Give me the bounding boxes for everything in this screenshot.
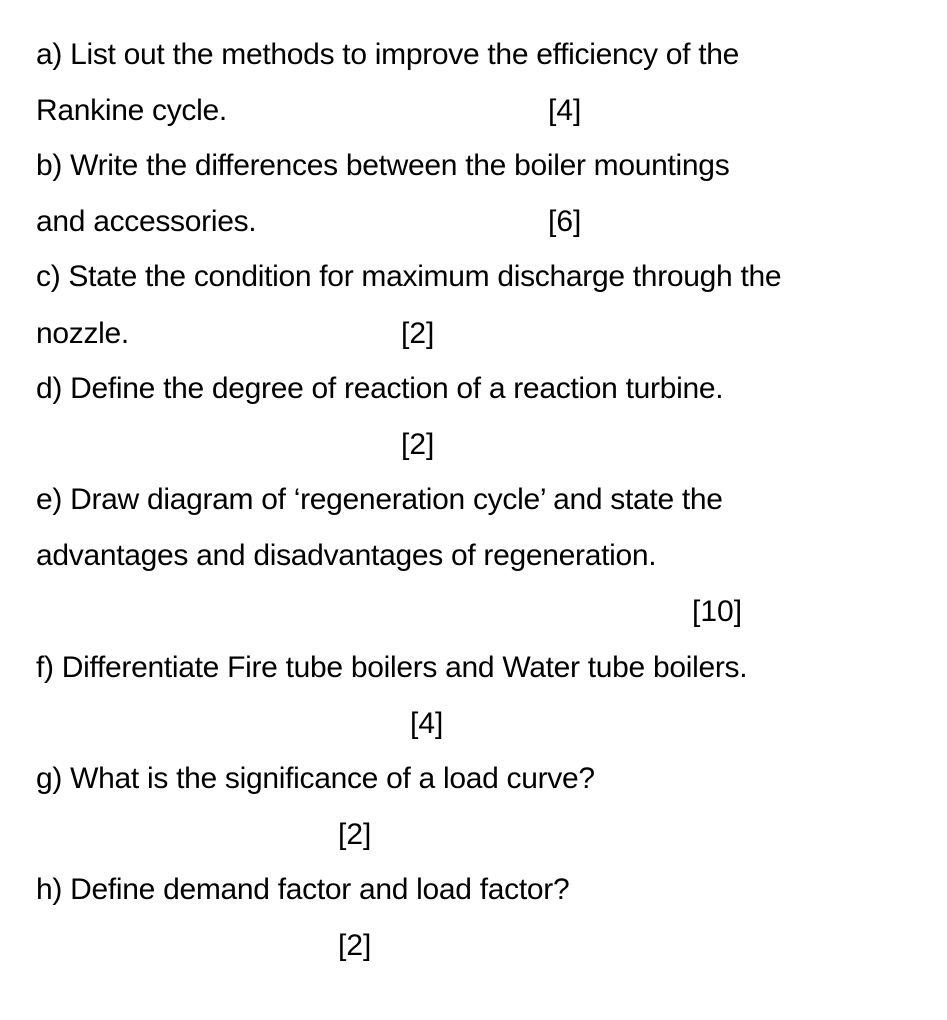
question-e-marks: [10]: [692, 595, 743, 628]
question-g-line1: g) What is the significance of a load curve?: [36, 762, 595, 795]
question-h-line1: h) Define demand factor and load factor?: [36, 873, 570, 906]
question-b-line1: b) Write the differences between the boiler mountings: [36, 149, 730, 182]
question-a-line2: Rankine cycle.: [36, 94, 227, 127]
question-g-marks: [2]: [338, 818, 372, 851]
question-a-line1: a) List out the methods to improve the efficiency of the: [36, 38, 740, 71]
question-b-line2: and accessories.: [36, 205, 257, 238]
question-d-marks: [2]: [401, 428, 435, 461]
question-a-marks: [4]: [548, 94, 582, 127]
question-c-line1: c) State the condition for maximum discharge through the: [36, 260, 782, 293]
question-f-marks: [4]: [410, 707, 444, 740]
question-h-marks: [2]: [338, 929, 372, 962]
question-e-line1: e) Draw diagram of ‘regeneration cycle’ and state the: [36, 483, 723, 516]
question-b-marks: [6]: [548, 205, 582, 238]
question-c-line2: nozzle.: [36, 317, 129, 350]
question-c-marks: [2]: [401, 317, 435, 350]
question-f-line1: f) Differentiate Fire tube boilers and Water tube boilers.: [36, 651, 748, 684]
question-d-line1: d) Define the degree of reaction of a reaction turbine.: [36, 372, 724, 405]
question-e-line2: advantages and disadvantages of regeneration.: [36, 539, 657, 572]
